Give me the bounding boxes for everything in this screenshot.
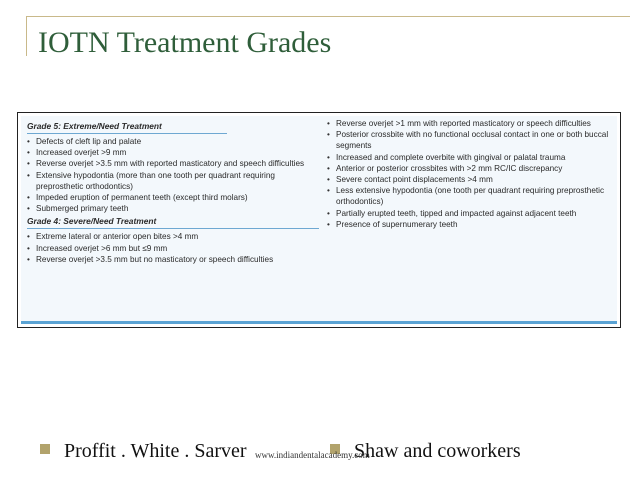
list-item: • Extreme lateral or anterior open bites >4 mm [27, 231, 319, 242]
frame-top-line [26, 16, 630, 17]
list-item: • Severe contact point displacements >4 mm [327, 174, 619, 185]
scanned-table-body [21, 116, 617, 321]
list-item: • Posterior crossbite with no functional occlusal contact in one or both buccal segments [327, 129, 619, 151]
scan-bottom-bar [21, 321, 617, 324]
list-item: • Submerged primary teeth [27, 203, 319, 214]
scanned-table [17, 112, 621, 328]
bullet-text: Proffit . White . Sarver [64, 440, 247, 462]
table-right-column [327, 118, 619, 230]
list-item: • Extensive hypodontia (more than one tooth per quadrant requiring preprosthetic orthodontics) [27, 170, 319, 192]
list-item: • Partially erupted teeth, tipped and impacted against adjacent teeth [327, 208, 619, 219]
list-item: • Increased and complete overbite with gingival or palatal trauma [327, 152, 619, 163]
list-item: • Presence of supernumerary teeth [327, 219, 619, 230]
list-item: • Increased overjet >6 mm but ≤9 mm [27, 243, 319, 254]
list-item: • Increased overjet >9 mm [27, 147, 319, 158]
table-left-column [27, 120, 319, 265]
list-item: • Reverse overjet >3.5 mm with reported masticatory and speech difficulties [27, 158, 319, 169]
list-item: • Reverse overjet >1 mm with reported masticatory or speech difficulties [327, 118, 619, 129]
list-item: • Reverse overjet >3.5 mm but no masticatory or speech difficulties [27, 254, 319, 265]
grade4-list [27, 231, 319, 265]
frame-left-line [26, 16, 27, 56]
list-item: • Defects of cleft lip and palate [27, 136, 319, 147]
square-bullet-icon [40, 444, 50, 454]
slide-title: IOTN Treatment Grades [38, 26, 332, 59]
watermark-text: www.indiandentalacademy.com [255, 450, 370, 460]
bullet-proffit [40, 440, 247, 463]
grade4-heading: Grade 4: Severe/Need Treatment [27, 215, 319, 229]
bullet-text: Shaw and coworkers [354, 440, 521, 462]
list-item: • Less extensive hypodontia (one tooth per quadrant requiring preprosthetic orthodontics) [327, 185, 619, 207]
grade5-list [27, 136, 319, 214]
grade5-heading: Grade 5: Extreme/Need Treatment [27, 120, 227, 134]
list-item: • Impeded eruption of permanent teeth (except third molars) [27, 192, 319, 203]
grade4-continued-list [327, 118, 619, 230]
list-item: • Anterior or posterior crossbites with >2 mm RC/IC discrepancy [327, 163, 619, 174]
